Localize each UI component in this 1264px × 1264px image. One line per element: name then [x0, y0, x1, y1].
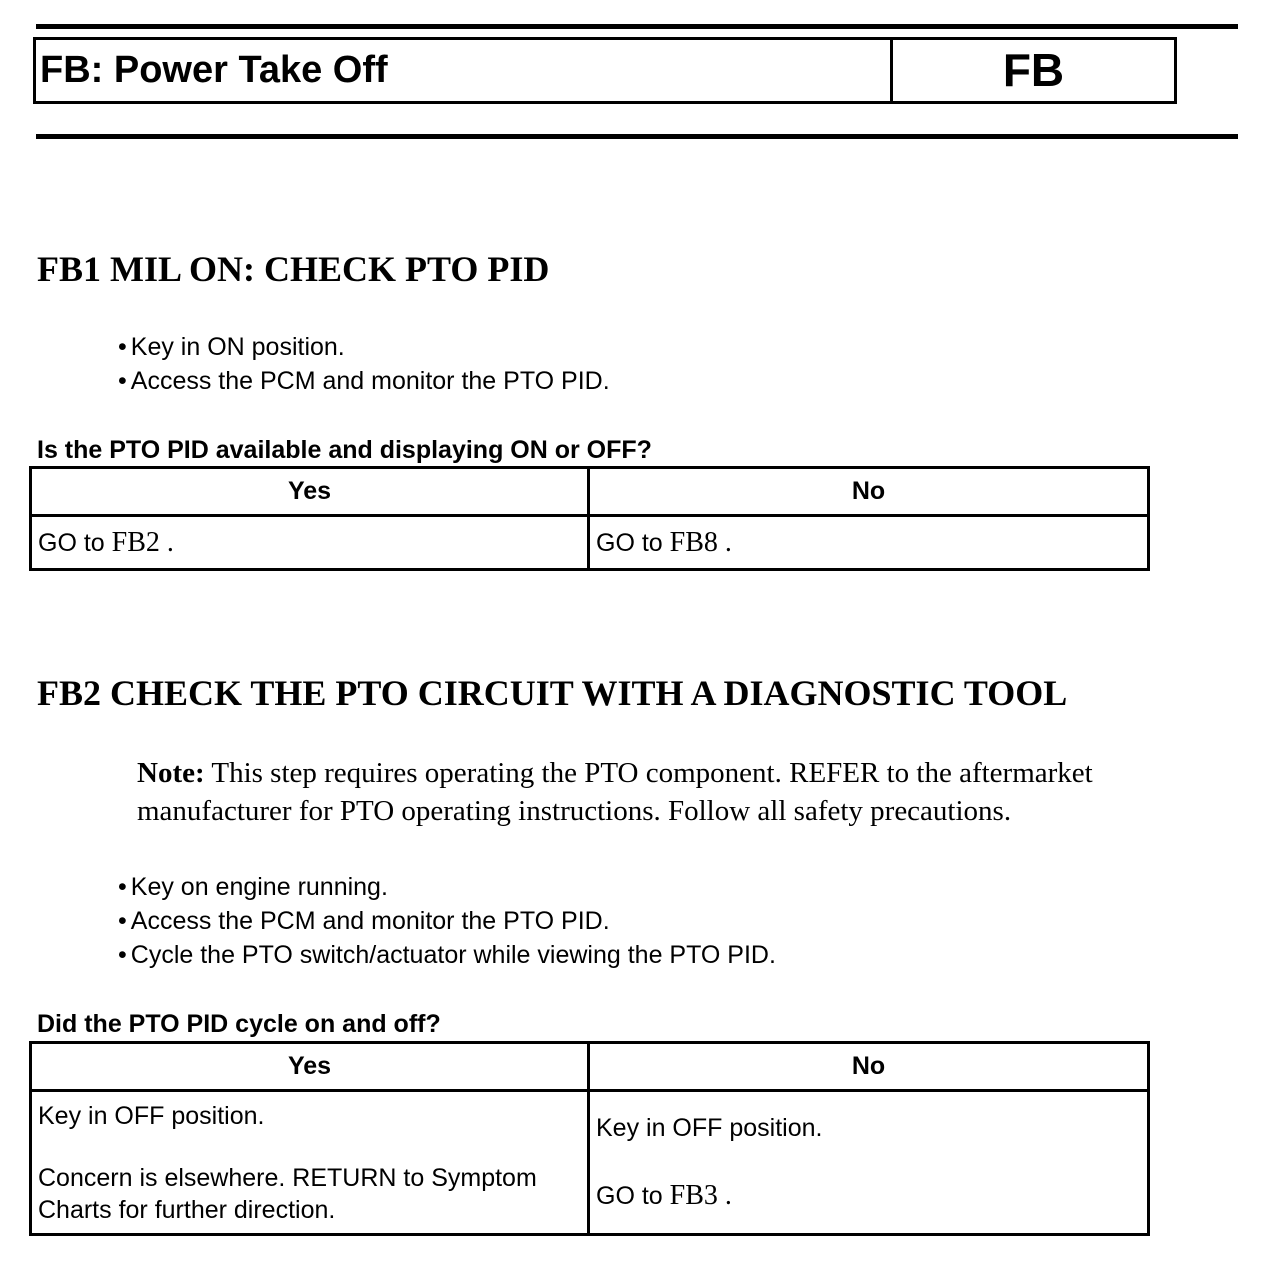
section-code: FB — [1002, 44, 1065, 96]
step-item: • Key in ON position. — [118, 330, 610, 364]
no-line-2: GO to FB3 . — [596, 1180, 732, 1211]
fb1-steps — [118, 330, 610, 398]
no-header: No — [589, 468, 1149, 516]
fb2-answer-table — [29, 1041, 1150, 1236]
no-cell — [589, 1091, 1149, 1235]
go-to-link-fb8[interactable]: FB8 — [669, 526, 718, 558]
fb2-title: FB2 CHECK THE PTO CIRCUIT WITH A DIAGNOSTIC TOOL — [37, 673, 1068, 713]
step-item: • Cycle the PTO switch/actuator while viewing the PTO PID. — [118, 938, 776, 972]
yes-header: Yes — [31, 468, 589, 516]
fb2-note — [137, 754, 1247, 830]
step-item: • Key on engine running. — [118, 870, 776, 904]
note-label: Note: — [137, 757, 205, 789]
no-line-1: Key in OFF position. — [596, 1114, 823, 1142]
step-item: • Access the PCM and monitor the PTO PID. — [118, 904, 776, 938]
yes-header: Yes — [31, 1043, 589, 1091]
fb1-question: Is the PTO PID available and displaying ON or OFF? — [37, 436, 652, 464]
fb2-steps — [118, 870, 776, 972]
go-to-text: GO to — [596, 1182, 663, 1210]
note-text: This step requires operating the PTO component. REFER to the aftermarket manufacturer for PTO operating instructions. Follow all safety precautions. — [137, 757, 1093, 827]
go-to-text: GO to — [596, 528, 663, 557]
document-header — [33, 37, 1177, 104]
yes-cell: GO to FB2 . — [31, 516, 589, 570]
page-title: FB: Power Take Off — [36, 40, 893, 101]
yes-cell — [31, 1091, 589, 1235]
no-header: No — [589, 1043, 1149, 1091]
header-top-rule — [36, 24, 1238, 29]
go-to-link-fb3[interactable]: FB3 — [669, 1180, 718, 1211]
yes-line-2: Concern is elsewhere. RETURN to Symptom Charts for further direction. — [38, 1164, 537, 1224]
fb1-answer-table — [29, 466, 1150, 571]
no-cell: GO to FB8 . — [589, 516, 1149, 570]
step-item: • Access the PCM and monitor the PTO PID. — [118, 364, 610, 398]
yes-line-1: Key in OFF position. — [38, 1102, 265, 1130]
go-to-text: GO to — [38, 528, 105, 557]
header-bottom-rule — [36, 134, 1238, 139]
go-to-link-fb2[interactable]: FB2 — [111, 526, 160, 558]
fb1-title: FB1 MIL ON: CHECK PTO PID — [37, 249, 550, 289]
fb2-question: Did the PTO PID cycle on and off? — [37, 1010, 441, 1038]
